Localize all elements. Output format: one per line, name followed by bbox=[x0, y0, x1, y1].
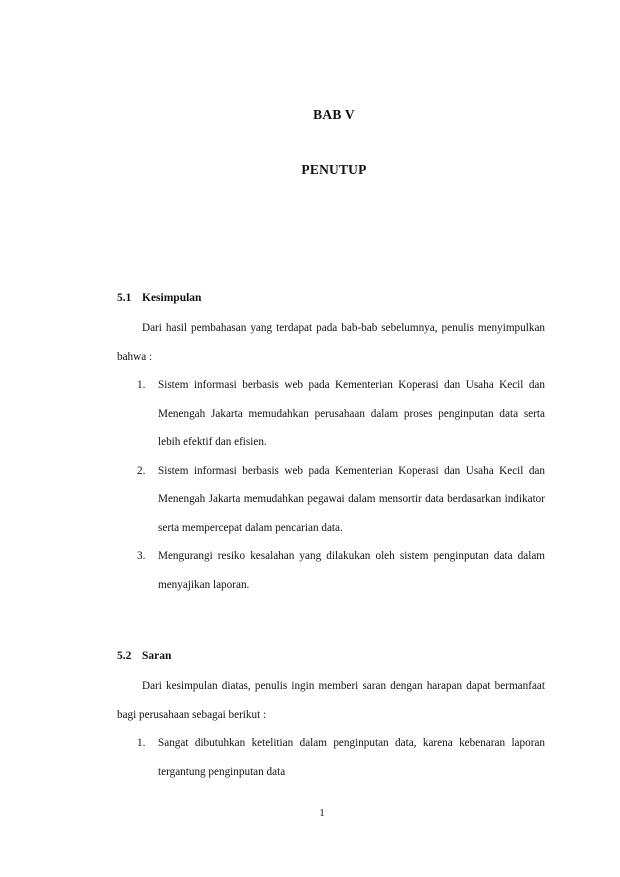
chapter-title: PENUTUP bbox=[301, 162, 367, 177]
section-heading-saran bbox=[117, 650, 171, 662]
section-heading-text: Kesimpulan bbox=[142, 292, 202, 304]
list-item-number: 2. bbox=[137, 464, 146, 477]
list-item-number: 3. bbox=[137, 550, 146, 562]
list-item-number: 1. bbox=[137, 379, 146, 391]
conclusion-list bbox=[117, 371, 545, 599]
list-item-text: Sistem informasi berbasis web pada Kementerian Koperasi dan Usaha Kecil dan Menengah Jakarta memudahkan pegawai dalam mensortir data berdasarkan indikator serta mempercepat dalam pencarian data. bbox=[158, 464, 545, 534]
section-number: 5.2 bbox=[117, 650, 132, 662]
chapter-heading: BAB V bbox=[313, 107, 355, 122]
suggestion-list bbox=[117, 729, 545, 786]
list-item-text: Mengurangi resiko kesalahan yang dilakukan oleh sistem penginputan data dalam menyajikan laporan. bbox=[158, 550, 545, 591]
list-item-number: 1. bbox=[137, 737, 146, 749]
list-item-text: Sangat dibutuhkan ketelitian dalam penginputan data, karena kebenaran laporan tergantung penginputan data bbox=[158, 737, 545, 778]
list-item bbox=[117, 542, 545, 599]
section-heading-kesimpulan bbox=[117, 292, 201, 304]
list-item bbox=[117, 729, 545, 786]
list-item-text: Sistem informasi berbasis web pada Kementerian Koperasi dan Usaha Kecil dan Menengah Jakarta memudahkan perusahaan dalam proses penginputan data serta lebih efektif dan efisien. bbox=[158, 379, 545, 448]
section-number: 5.1 bbox=[117, 292, 132, 304]
section-intro-paragraph: Dari hasil pembahasan yang terdapat pada bab-bab sebelumnya, penulis menyimpulkan bahwa : bbox=[117, 322, 545, 363]
list-item bbox=[117, 371, 545, 457]
section-heading-text: Saran bbox=[142, 650, 172, 662]
page-number: 1 bbox=[319, 807, 325, 819]
section-intro-paragraph: Dari kesimpulan diatas, penulis ingin memberi saran dengan harapan dapat bermanfaat bagi perusahaan sebagai berikut : bbox=[117, 680, 545, 721]
list-item bbox=[117, 457, 545, 543]
